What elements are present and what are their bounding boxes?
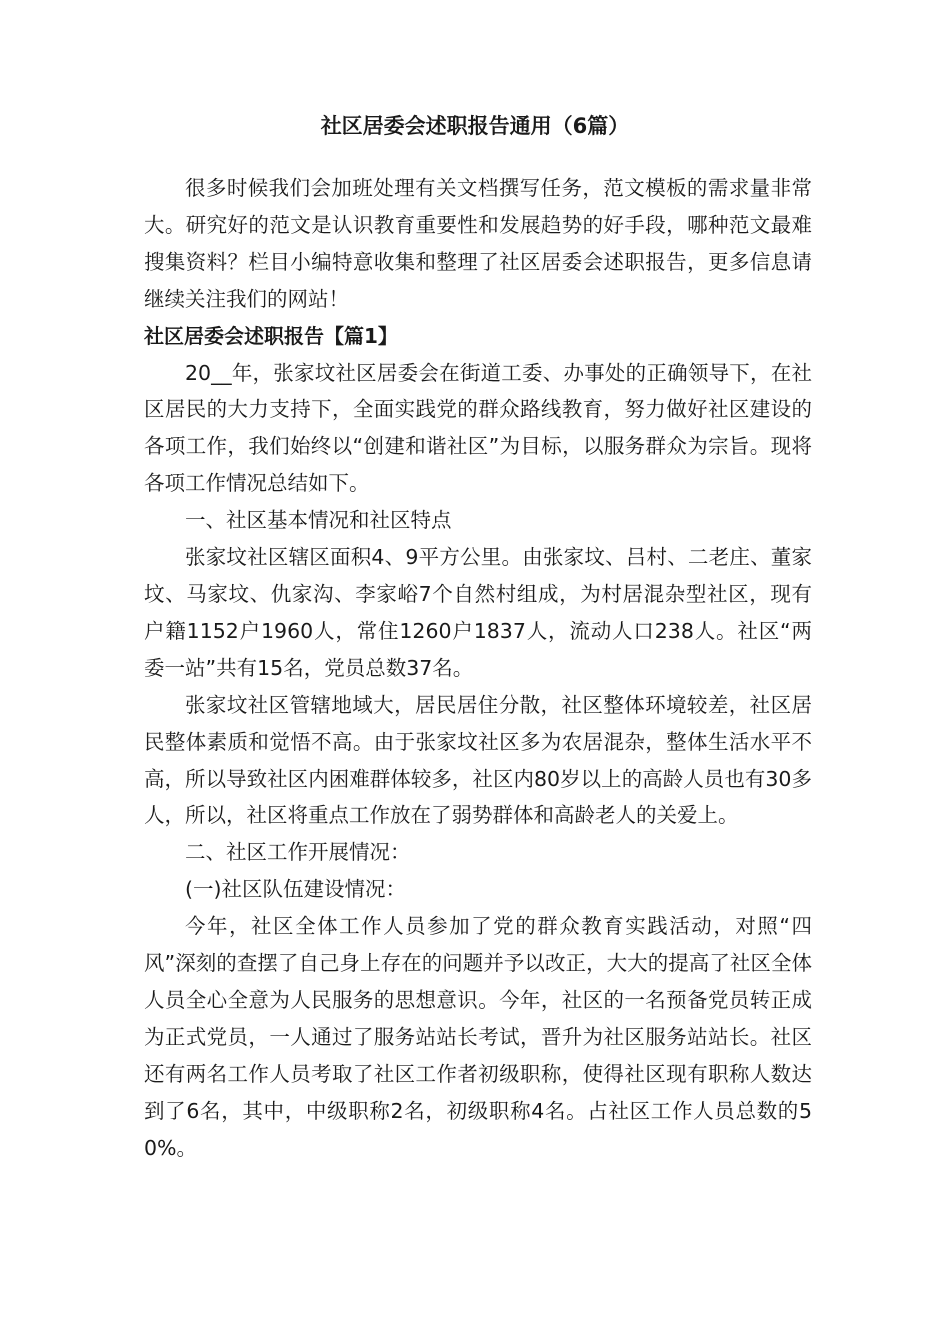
- body-paragraph-1: 20__年，张家坟社区居委会在街道工委、办事处的正确领导下，在社区居民的大力支持下，全面实践党的群众路线教育，努力做好社区建设的各项工作，我们始终以“创建和谐社区”为目标，以服务群众为宗旨。现将各项工作情况总结如下。: [144, 360, 812, 496]
- document-body: [144, 170, 812, 1166]
- document-title: 社区居委会述职报告通用（6篇）: [320, 114, 630, 138]
- body-heading-team-building: (一)社区队伍建设情况：: [185, 877, 406, 902]
- body-paragraph-2: 张家坟社区辖区面积4、9平方公里。由张家坟、吕村、二老庄、董家坟、马家坟、仇家沟、李家峪7个自然村组成，为村居混杂型社区，现有户籍1152户1960人，常住1260户1837人，流动人口238人。社区“两委一站”共有15名，党员总数37名。: [144, 545, 812, 680]
- body-heading-community-overview: 一、社区基本情况和社区特点: [185, 508, 452, 533]
- section-heading: 社区居委会述职报告【篇1】: [144, 323, 398, 348]
- intro-paragraph: 很多时候我们会加班处理有关文档撰写任务，范文模板的需求量非常大。研究好的范文是认识教育重要性和发展趋势的好手段，哪种范文最难搜集资料？栏目小编特意收集和整理了社区居委会述职报告，更多信息请继续关注我们的网站！: [144, 176, 812, 311]
- body-heading-work-progress: 二、社区工作开展情况：: [185, 840, 411, 865]
- body-paragraph-4: 今年，社区全体工作人员参加了党的群众教育实践活动，对照“四风”深刻的查摆了自己身上存在的问题并予以改正，大大的提高了社区全体人员全心全意为人民服务的思想意识。今年，社区的一名预备党员转正成为正式党员，一人通过了服务站站长考试，晋升为社区服务站站长。社区还有两名工作人员考取了社区工作者初级职称，使得社区现有职称人数达到了6名，其中，中级职称2名，初级职称4名。占社区工作人员总数的50%。: [144, 914, 812, 1160]
- body-paragraph-3: 张家坟社区管辖地域大，居民居住分散，社区整体环境较差，社区居民整体素质和觉悟不高。由于张家坟社区多为农居混杂，整体生活水平不高，所以导致社区内困难群体较多，社区内80岁以上的高龄人员也有30多人，所以，社区将重点工作放在了弱势群体和高龄老人的关爱上。: [144, 692, 812, 828]
